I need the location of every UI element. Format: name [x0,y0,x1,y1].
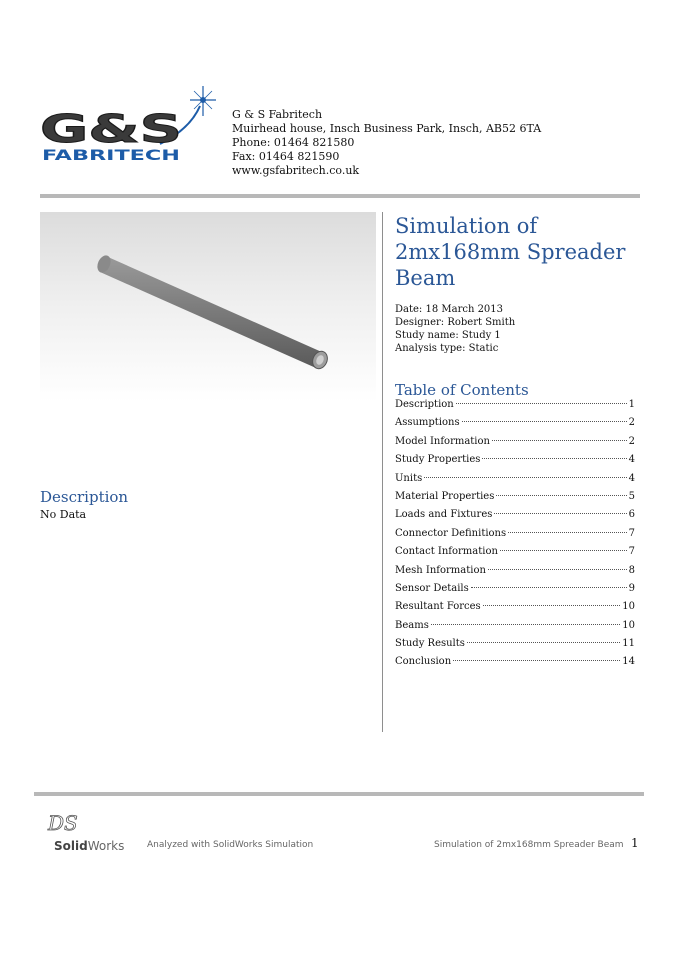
meta-study-name: Study name: Study 1 [395,330,501,341]
toc-leader [492,440,627,441]
toc-leader [496,495,626,496]
description-body: No Data [40,508,87,521]
toc-leader [508,532,627,533]
footer-analyzed-with: Analyzed with SolidWorks Simulation [147,840,314,850]
ds-mark: DS [48,811,78,835]
meta-analysis-type: Analysis type: Static [395,343,499,354]
toc-page: 7 [628,546,635,558]
toc-entry-conclusion[interactable] [395,656,635,674]
logo-text: G&S [40,107,182,151]
toc-label: Connector Definitions [395,527,507,539]
toc-entry-loads-and-fixtures[interactable] [395,509,635,527]
page-number: 1 [631,836,639,850]
solidworks-logo [44,802,130,854]
toc-label: Study Results [395,638,465,650]
logo-solid: Solid [54,839,88,853]
logo-works: Works [87,839,125,853]
toc-entry-connector-definitions[interactable] [395,528,635,546]
toc-label: Beams [395,619,429,631]
toc-label: Loads and Fixtures [395,509,493,521]
toc-leader [431,624,620,625]
toc-page: 2 [628,435,635,447]
document-title: Simulation of 2mx168mm Spreader Beam [395,214,626,290]
toc-leader [494,513,626,514]
toc-label: Assumptions [395,417,460,429]
toc-leader [488,569,627,570]
toc-page: 1 [628,399,635,410]
study-metadata [395,303,515,355]
toc-entry-study-results[interactable] [395,638,635,656]
toc-entry-assumptions[interactable] [395,417,635,435]
toc-label: Contact Information [395,546,498,558]
table-of-contents [395,399,635,675]
toc-page: 7 [628,527,635,539]
logo-subtext: FABRITECH [42,148,180,164]
toc-label: Mesh Information [395,564,486,576]
toc-page: 4 [628,472,635,484]
toc-entry-units[interactable] [395,473,635,491]
toc-label: Resultant Forces [395,601,481,613]
toc-label: Units [395,472,423,484]
gs-fabritech-logo [40,84,216,164]
company-address-line: Muirhead house, Insch Business Park, Insch, AB52 6TA [232,122,542,135]
toc-entry-model-information[interactable] [395,436,635,454]
toc-leader [483,605,621,606]
toc-leader [453,660,620,661]
toc-label: Conclusion [395,656,452,668]
toc-entry-study-properties[interactable] [395,454,635,472]
svg-text:SolidWorks [54,839,124,853]
toc-page: 4 [628,454,635,466]
toc-entry-sensor-details[interactable] [395,583,635,601]
company-fax: Fax: 01464 821590 [232,150,340,163]
footer-divider [34,792,644,796]
toc-page: 9 [628,582,635,594]
toc-page: 14 [622,656,635,668]
toc-leader [456,403,627,404]
model-render-image [40,212,376,402]
company-name: G & S Fabritech [232,108,323,121]
toc-entry-mesh-information[interactable] [395,565,635,583]
toc-entry-beams[interactable] [395,620,635,638]
toc-label: Description [395,399,454,410]
description-heading: Description [40,488,129,506]
toc-leader [462,421,627,422]
toc-page: 10 [622,619,635,631]
company-phone: Phone: 01464 821580 [232,136,355,149]
company-address [232,108,541,178]
toc-leader [424,477,626,478]
toc-label: Sensor Details [395,582,469,594]
toc-entry-resultant-forces[interactable] [395,601,635,619]
toc-heading: Table of Contents [395,381,529,399]
toc-leader [482,458,626,459]
toc-leader [500,550,627,551]
beam-shape [95,253,330,371]
company-website: www.gsfabritech.co.uk [232,164,360,177]
header-divider [40,194,640,198]
toc-page: 8 [628,564,635,576]
toc-page: 6 [628,509,635,521]
toc-page: 2 [628,417,635,429]
meta-designer: Designer: Robert Smith [395,317,516,328]
toc-leader [467,642,620,643]
toc-label: Study Properties [395,454,481,466]
toc-entry-material-properties[interactable] [395,491,635,509]
footer-document-title: Simulation of 2mx168mm Spreader Beam [434,840,624,850]
toc-entry-contact-information[interactable] [395,546,635,564]
column-divider [382,212,383,732]
toc-page: 11 [622,638,635,650]
toc-entry-description[interactable] [395,399,635,417]
toc-leader [471,587,627,588]
meta-date: Date: 18 March 2013 [395,304,504,315]
toc-label: Model Information [395,435,490,447]
toc-page: 5 [628,490,635,502]
toc-page: 10 [622,601,635,613]
toc-label: Material Properties [395,490,495,502]
